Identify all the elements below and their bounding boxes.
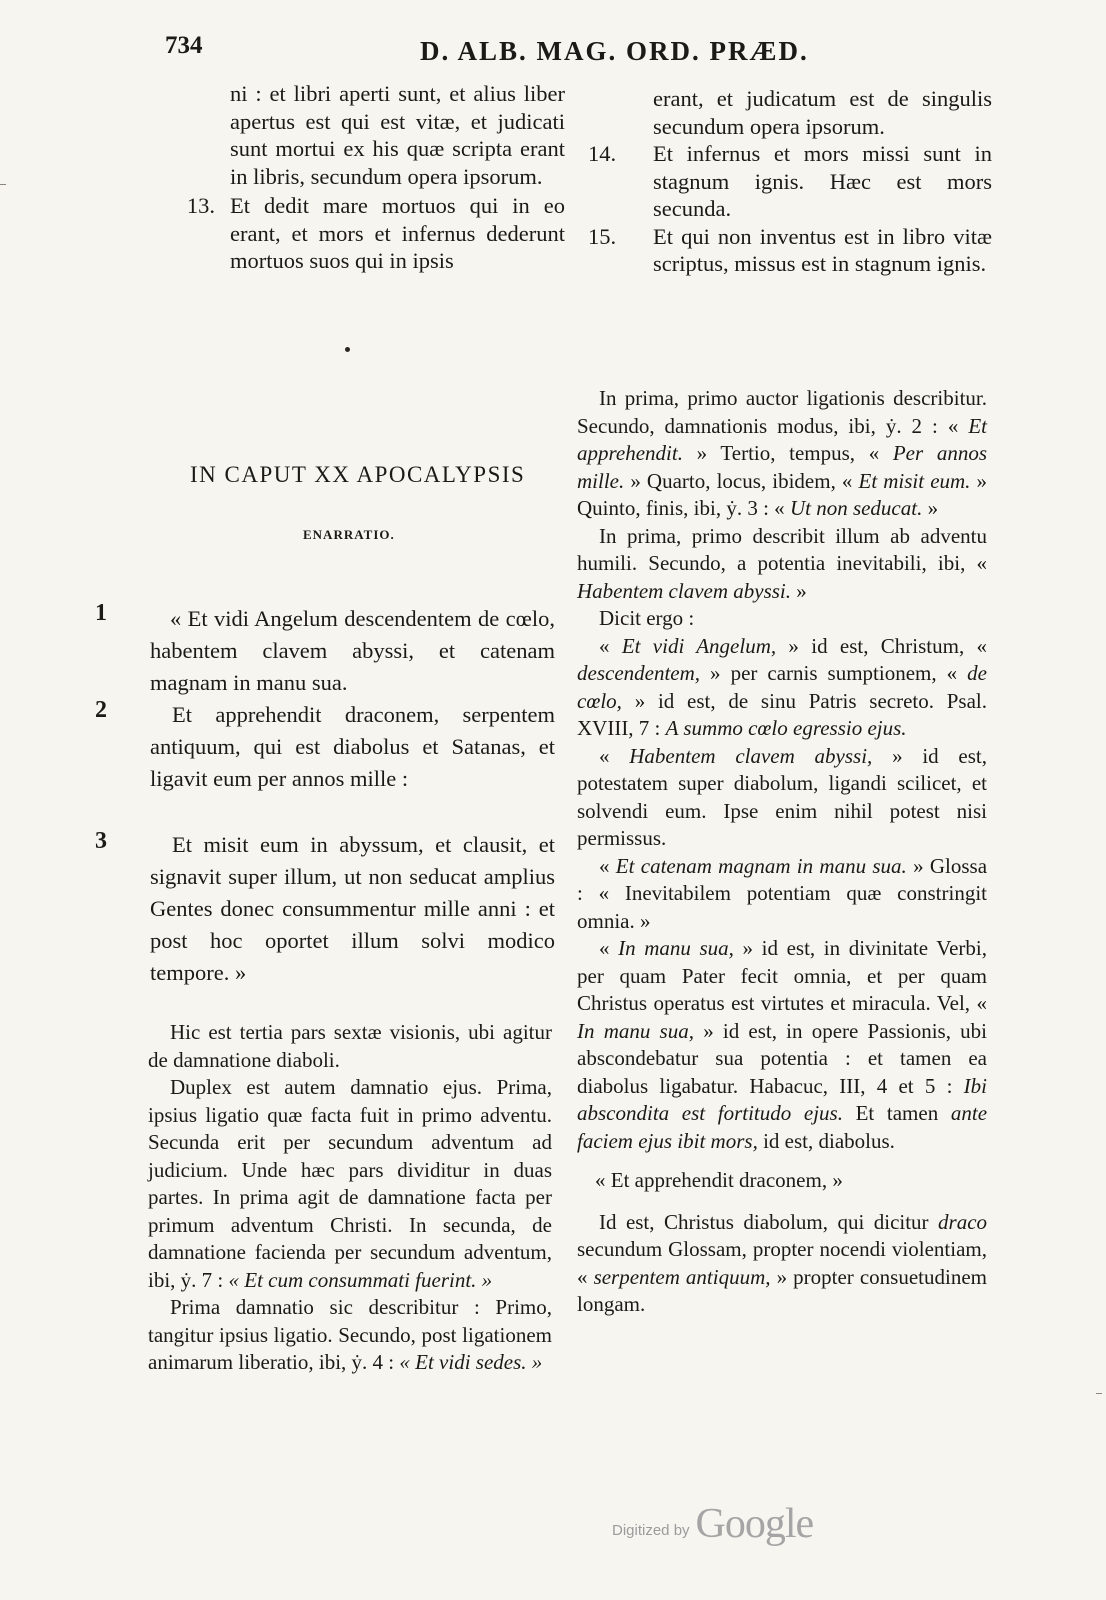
verse-continuation bbox=[580, 85, 992, 140]
commentary-citation: « Et vidi sedes. » bbox=[399, 1350, 543, 1374]
commentary-paragraph bbox=[577, 853, 987, 936]
commentary-paragraph bbox=[577, 935, 987, 1155]
commentary-text: » id est, in divinitate Verbi, per quam Pater fecit omnia, et per quam Christus operatus est virtutes et miracula. Vel, « bbox=[577, 936, 987, 1015]
bible-text-left-column bbox=[155, 80, 565, 275]
commentary-text: secundum Glossam, propter nocendi violentiam, « bbox=[577, 1237, 987, 1289]
commentary-paragraph bbox=[148, 1294, 552, 1377]
commentary-citation: Habentem clavem abyssi. bbox=[577, 578, 792, 603]
running-head: D. ALB. MAG. ORD. PRÆD. bbox=[420, 36, 809, 66]
verse-number: 14. bbox=[588, 141, 617, 166]
page-number: 734 bbox=[165, 32, 203, 59]
commentary-paragraph: Dicit ergo : bbox=[599, 606, 695, 630]
commentary-text: » id est, Christum, « bbox=[788, 633, 988, 658]
verse-13 bbox=[155, 192, 565, 275]
commentary-text: Et tamen bbox=[855, 1101, 939, 1125]
commentary-citation: A summo cœlo egressio ejus. bbox=[665, 716, 907, 740]
lemma-verse-3: Et misit eum in abyssum, et clausit, et signavit super illum, ut non seducat amplius Gentes donec consummentur mille anni : et post hoc oportet illum solvi modico tempore. » bbox=[150, 832, 555, 985]
lemma-number-3: 3 bbox=[95, 828, 107, 854]
commentary-text: In prima, primo auctor ligationis describitur. Secundo, damnationis modus, ibi, ẏ. 2 : « bbox=[577, 386, 987, 438]
commentary-citation: draco bbox=[938, 1209, 988, 1234]
commentary-paragraph bbox=[577, 1209, 987, 1319]
commentary-citation: de cœlo, bbox=[577, 661, 987, 713]
commentary-paragraph bbox=[577, 523, 987, 606]
commentary-citation: In manu sua, bbox=[618, 936, 734, 960]
commentary-text: « bbox=[599, 853, 610, 878]
commentary-citation: In manu sua, bbox=[577, 1018, 694, 1043]
verse-text: Et infernus et mors missi sunt in stagnum ignis. Hæc est mors secunda. bbox=[653, 141, 992, 221]
commentary-citation: Et misit eum. bbox=[858, 468, 971, 493]
print-dot bbox=[345, 347, 350, 352]
commentary-text: » propter consuetudinem longam. bbox=[577, 1264, 987, 1316]
commentary-citation: serpentem antiquum, bbox=[593, 1264, 771, 1289]
commentary-text: Duplex est autem damnatio ejus. Prima, ipsius ligatio quæ facta fuit in primo adventu. Secunda erit per secundum adventum ad judicium. Unde hæc pars dividitur in duas partes. In prima agit de damnatione facta per primum adventum Christi. In secunda, de damnatione facienda per secundum adventum, ibi, ẏ. 7 : bbox=[148, 1075, 552, 1292]
verse-number: 13. bbox=[186, 193, 215, 218]
commentary-text: » Quarto, locus, ibidem, « bbox=[630, 468, 853, 493]
commentary-citation: Habentem clavem abyssi, bbox=[629, 743, 873, 768]
commentary-text: » id est, potestatem super diabolum, ligandi scilicet, et solvendi eum. Ipse enim nihil potest nisi permissus. bbox=[577, 743, 988, 850]
commentary-citation: descendentem, bbox=[577, 661, 701, 685]
google-logo: Google bbox=[695, 1501, 814, 1547]
commentary-citation: Ut non seducat. bbox=[789, 496, 923, 520]
margin-mark bbox=[1096, 1393, 1102, 1394]
section-subtitle: ENARRATIO. bbox=[303, 527, 395, 542]
commentary-paragraph bbox=[577, 633, 987, 743]
bible-text-right-column bbox=[580, 85, 992, 278]
commentary-text: » Tertio, tempus, « bbox=[696, 441, 880, 465]
verse-continuation bbox=[155, 80, 565, 190]
commentary-text: « bbox=[599, 633, 610, 658]
commentary-text: Id est, Christus diabolum, qui dicitur bbox=[599, 1209, 929, 1234]
lemma-verse-1: « Et vidi Angelum descendentem de cœlo, habentem clavem abyssi, et catenam magnam in manu sua. bbox=[150, 606, 555, 695]
section-title: IN CAPUT XX APOCALYPSIS bbox=[190, 462, 526, 487]
margin-mark bbox=[0, 184, 6, 185]
commentary-text: » per carnis sumptionem, « bbox=[710, 661, 958, 685]
right-commentary bbox=[577, 385, 987, 1319]
commentary-citation: ante faciem ejus ibit mors, bbox=[577, 1101, 988, 1153]
verse-text: erant, et judicatum est de singulis secundum opera ipsorum. bbox=[653, 86, 992, 139]
lemma-number-2: 2 bbox=[95, 697, 107, 723]
commentary-paragraph bbox=[577, 385, 987, 523]
lemma-number-1: 1 bbox=[95, 600, 107, 626]
left-commentary bbox=[148, 1019, 552, 1377]
verse-number: 15. bbox=[588, 223, 617, 249]
verse-15 bbox=[580, 223, 992, 278]
commentary-text: Prima damnatio sic describitur : Primo, tangitur ipsius ligatio. Secundo, post ligationem animarum liberatio, ibi, ẏ. 4 : bbox=[148, 1295, 552, 1374]
commentary-citation: « Et cum consummati fuerint. » bbox=[228, 1267, 493, 1292]
commentary-paragraph bbox=[577, 743, 987, 853]
commentary-citation: Et catenam magnam in manu sua. bbox=[615, 853, 907, 878]
verse-14 bbox=[580, 140, 992, 223]
commentary-text: » Glossa : « Inevitabilem potentiam quæ constringit omnia. » bbox=[577, 853, 988, 933]
commentary-citation: Et apprehendit. bbox=[577, 413, 988, 465]
commentary-citation: Per annos mille. bbox=[577, 441, 988, 493]
digitization-watermark bbox=[612, 1500, 813, 1548]
commentary-text: « bbox=[599, 743, 610, 768]
commentary-text: » bbox=[796, 578, 807, 603]
verse-text: Et qui non inventus est in libro vitæ scriptus, missus est in stagnum ignis. bbox=[653, 223, 992, 276]
verse-text: Et dedit mare mortuos qui in eo erant, et mors et infernus dederunt mortuos suos qui in ipsis bbox=[230, 193, 565, 273]
commentary-citation: Et vidi Angelum, bbox=[621, 633, 777, 658]
commentary-paragraph bbox=[148, 1074, 552, 1294]
watermark-caption: Digitized by bbox=[612, 1522, 690, 1539]
commentary-text: id est, diabolus. bbox=[763, 1128, 895, 1153]
commentary-text: » Quinto, finis, ibi, ẏ. 3 : « bbox=[577, 468, 988, 520]
verse-text: ni : et libri aperti sunt, et alius liber apertus est qui est vitæ, et judicati sunt mortui ex his quæ scripta erant in libris, secundum opera ipsorum. bbox=[230, 81, 565, 189]
commentary-text: « bbox=[599, 936, 610, 960]
commentary-citation: Ibi abscondita est fortitudo ejus. bbox=[577, 1073, 987, 1125]
commentary-paragraph: Hic est tertia pars sextæ visionis, ubi agitur de damnatione diaboli. bbox=[148, 1020, 552, 1072]
commentary-text: » id est, in opere Passionis, ubi abscondebatur sua potentia : et tamen ea diabolus ligabatur. Habacuc, III, 4 et 5 : bbox=[577, 1018, 988, 1098]
lemma-verse-2: Et apprehendit draconem, serpentem antiquum, qui est diabolus et Satanas, et ligavit eum per annos mille : bbox=[150, 702, 555, 791]
commentary-text: » id est, de sinu Patris secreto. Psal. XVIII, 7 : bbox=[577, 688, 988, 740]
commentary-text: In prima, primo describit illum ab adventu humili. Secundo, a potentia inevitabili, ibi, « bbox=[577, 523, 987, 575]
commentary-text: » bbox=[927, 496, 939, 520]
commentary-lemma: « Et apprehendit draconem, » bbox=[595, 1168, 843, 1192]
